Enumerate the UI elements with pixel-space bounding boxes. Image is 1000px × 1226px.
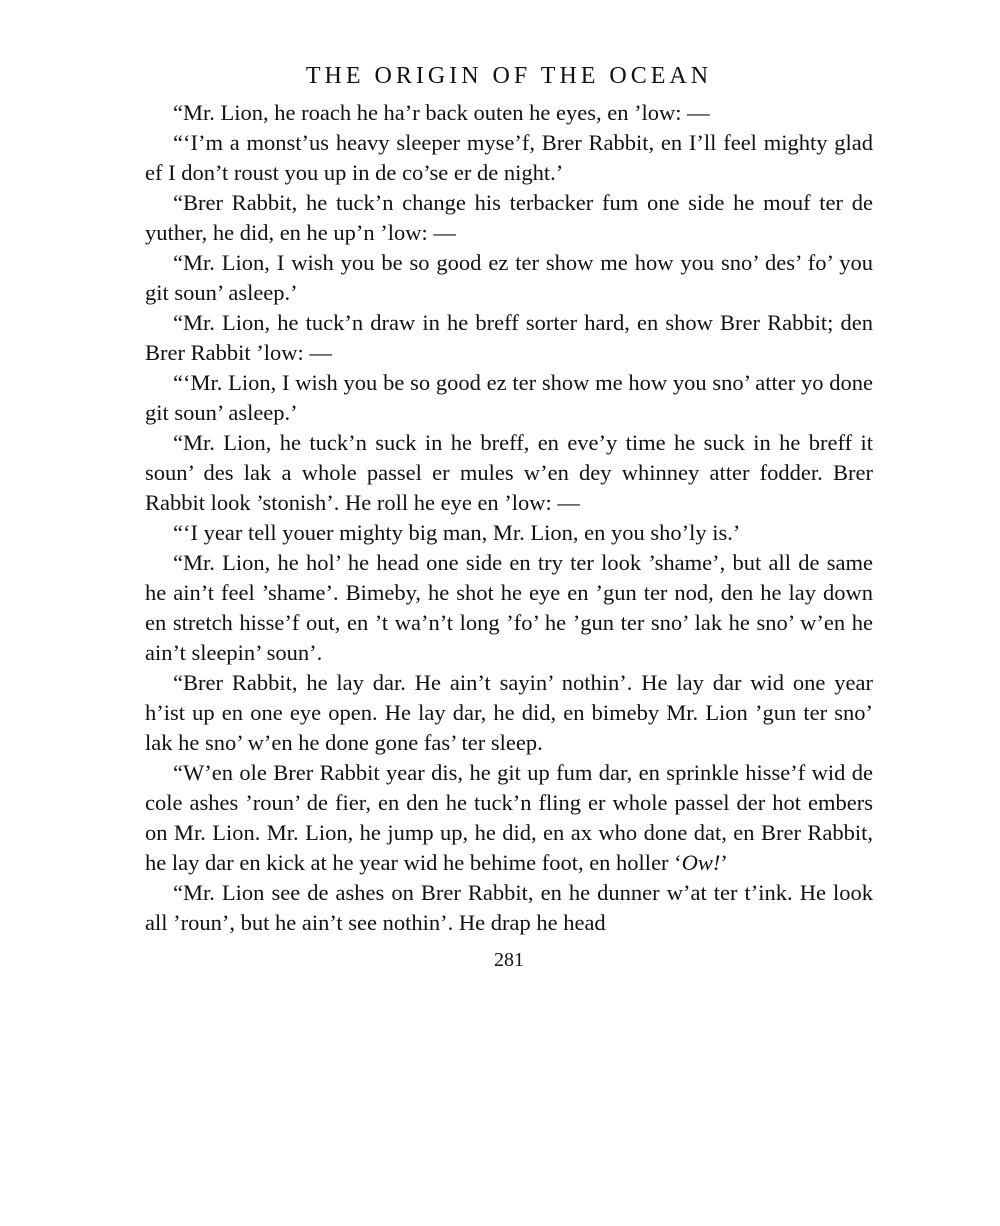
paragraph: “Mr. Lion, he roach he ha’r back outen he eyes, en ’low: — [173,100,710,125]
running-title: THE ORIGIN OF THE OCEAN [305,63,713,89]
paragraph: “Mr. Lion, he hol’ he head one side en try ter look ’shame’, but all de same he ain’t feel ’shame’. Bimeby, he shot he eye en ’gun ter nod, den he lay down en stretch hisse’f out, en ’t wa’n’t long ’fo’ he ’gun ter sno’ lak he sno’ w’en he ain’t sleepin’ soun’. [145,550,873,665]
paragraph [145,758,873,878]
book-page [145,56,873,974]
paragraph: “‘I’m a monst’us heavy sleeper myse’f, Brer Rabbit, en I’ll feel mighty glad ef I don’t roust you up in de co’se er de night.’ [145,130,873,185]
paragraph: “Mr. Lion, he tuck’n suck in he breff, en eve’y time he suck in he breff it soun’ des lak a whole passel er mules w’en dey whinney atter fodder. Brer Rabbit look ’stonish’. He roll he eye en ’low: — [145,430,873,515]
paragraph: “Mr. Lion, I wish you be so good ez ter show me how you sno’ des’ fo’ you git soun’ asleep.’ [145,250,873,305]
paragraph: “‘I year tell youer mighty big man, Mr. Lion, en you sho’ly is.’ [173,520,741,545]
paragraph: “‘Mr. Lion, I wish you be so good ez ter show me how you sno’ atter yo done git soun’ asleep.’ [145,370,873,425]
paragraph: “Brer Rabbit, he tuck’n change his terbacker fum one side he mouf ter de yuther, he did, en he up’n ’low: — [145,190,873,245]
paragraph: “Mr. Lion, he tuck’n draw in he breff sorter hard, en show Brer Rabbit; den Brer Rabbit ’low: — [145,310,873,365]
closing-quote: ’ [720,850,728,875]
exclamation-italic: Ow! [681,850,721,875]
page-number: 281 [494,949,524,971]
paragraph-text: “W’en ole Brer Rabbit year dis, he git up fum dar, en sprinkle hisse’f wid de cole ashes ’roun’ de fier, en den he tuck’n fling er whole passel der hot embers on Mr. Lion. Mr. Lion, he jump up, he did, en ax who done dat, en Brer Rabbit, he lay dar en kick at he year wid he behime foot, en holler ‘ [145,760,873,875]
paragraph: “Brer Rabbit, he lay dar. He ain’t sayin’ nothin’. He lay dar wid one year h’ist up en one eye open. He lay dar, he did, en bimeby Mr. Lion ’gun ter sno’ lak he sno’ w’en he done gone fas’ ter sleep. [145,670,873,755]
paragraph: “Mr. Lion see de ashes on Brer Rabbit, en he dunner w’at ter t’ink. He look all ’roun’, but he ain’t see nothin’. He drap he head [145,880,873,935]
